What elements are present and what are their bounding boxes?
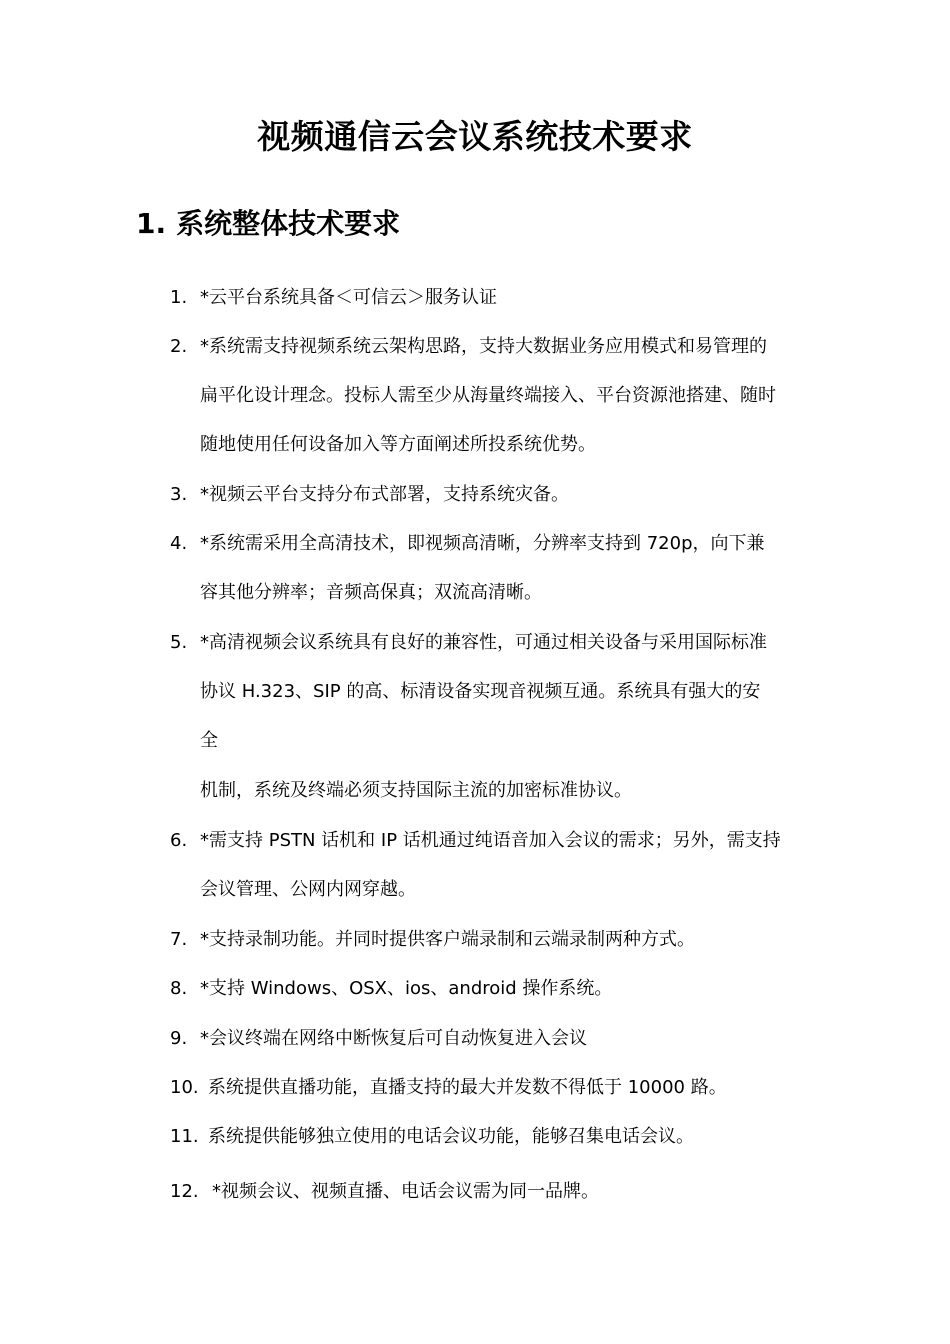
requirement-text-line: *需支持 PSTN 话机和 IP 话机通过纯语音加入会议的需求；另外，需支持	[200, 830, 781, 851]
requirement-text-line: *系统需采用全高清技术，即视频高清晰，分辨率支持到 720p，向下兼	[200, 533, 765, 554]
requirement-number: 10.	[170, 1077, 199, 1098]
requirement-text-line: *视频云平台支持分布式部署，支持系统灾备。	[200, 484, 569, 505]
requirement-text-line: *会议终端在网络中断恢复后可自动恢复进入会议	[200, 1028, 587, 1049]
requirement-number: 12.	[170, 1181, 199, 1202]
requirement-text-line: *视频会议、视频直播、电话会议需为同一品牌。	[212, 1181, 599, 1202]
requirement-text-line: 随地使用任何设备加入等方面阐述所投系统优势。	[200, 434, 596, 455]
requirement-text-line: *支持录制功能。并同时提供客户端录制和云端录制两种方式。	[200, 929, 695, 950]
requirement-text-line: 会议管理、公网内网穿越。	[200, 879, 416, 900]
requirement-text-line: 协议 H.323、SIP 的高、标清设备实现音视频互通。系统具有强大的安	[200, 681, 761, 702]
requirement-text-line: *高清视频会议系统具有良好的兼容性，可通过相关设备与采用国际标准	[200, 632, 767, 653]
requirement-text-line: *云平台系统具备＜可信云＞服务认证	[200, 287, 497, 308]
requirement-text-line: 全	[200, 730, 218, 751]
requirement-text-line: 扁平化设计理念。投标人需至少从海量终端接入、平台资源池搭建、随时	[200, 385, 776, 406]
requirement-number: 3.	[170, 484, 188, 505]
requirement-number: 4.	[170, 533, 188, 554]
requirement-number: 6.	[170, 830, 188, 851]
requirement-text-line: *系统需支持视频系统云架构思路，支持大数据业务应用模式和易管理的	[200, 336, 767, 357]
requirement-number: 9.	[170, 1028, 188, 1049]
requirement-number: 1.	[170, 287, 188, 308]
requirement-number: 8.	[170, 978, 188, 999]
requirement-text-line: *支持 Windows、OSX、ios、android 操作系统。	[200, 978, 613, 999]
requirement-number: 2.	[170, 336, 188, 357]
requirement-number: 5.	[170, 632, 188, 653]
requirement-text-line: 系统提供能够独立使用的电话会议功能，能够召集电话会议。	[208, 1126, 694, 1147]
requirement-text-line: 机制，系统及终端必须支持国际主流的加密标准协议。	[200, 780, 632, 801]
section-number: 1.	[136, 207, 167, 240]
requirement-number: 11.	[170, 1126, 199, 1147]
requirement-text-line: 系统提供直播功能，直播支持的最大并发数不得低于 10000 路。	[208, 1077, 727, 1098]
requirement-number: 7.	[170, 929, 188, 950]
document-title: 视频通信云会议系统技术要求	[257, 117, 693, 156]
section-heading-text: 系统整体技术要求	[176, 207, 401, 240]
requirement-text-line: 容其他分辨率；音频高保真；双流高清晰。	[200, 582, 542, 603]
